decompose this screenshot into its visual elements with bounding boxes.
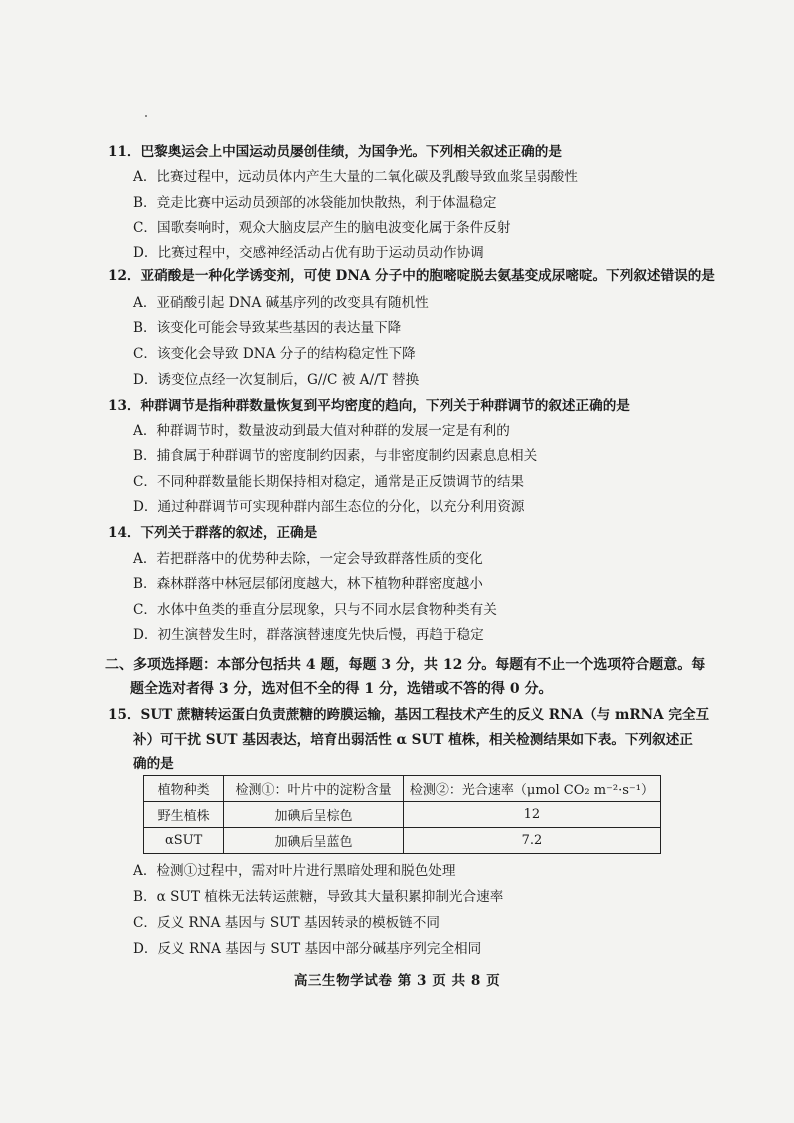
table-header-row: [144, 776, 661, 802]
table-cell: 加碘后呈棕色: [224, 802, 404, 828]
question-12-stem: 12．亚硝酸是一种化学诱变剂，可使 DNA 分子中的胞嘧啶脱去氨基变成尿嘧啶。下列叙述错误的是: [108, 268, 715, 284]
question-12-option-d: D．诱变位点经一次复制后，G//C 被 A//T 替换: [133, 372, 420, 388]
table-row: [144, 828, 661, 854]
question-13-option-d: D．通过种群调节可实现种群内部生态位的分化，以充分利用资源: [133, 499, 525, 515]
question-13-option-c: C．不同种群数量能长期保持相对稳定，通常是正反馈调节的结果: [133, 474, 525, 490]
question-13-stem: 13．种群调节是指种群数量恢复到平均密度的趋向，下列关于种群调节的叙述正确的是: [108, 398, 630, 414]
table-row: [144, 802, 661, 828]
question-13-option-a: A．种群调节时，数量波动到最大值对种群的发展一定是有利的: [133, 423, 510, 439]
page-footer: 高三生物学试卷 第 3 页 共 8 页: [293, 973, 501, 989]
question-11-option-c: C．国歌奏响时，观众大脑皮层产生的脑电波变化属于条件反射: [133, 220, 511, 236]
table-header-cell: 检测①：叶片中的淀粉含量: [224, 776, 404, 802]
question-15-option-a: A．检测①过程中，需对叶片进行黑暗处理和脱色处理: [133, 863, 456, 879]
scan-speck: [145, 115, 147, 117]
question-14-option-c: C．水体中鱼类的垂直分层现象，只与不同水层食物种类有关: [133, 602, 497, 618]
section-2-heading-line2: 题全选对者得 3 分，选对但不全的得 1 分，选错或不答的得 0 分。: [130, 681, 553, 697]
question-11-option-b: B．竞走比赛中运动员颈部的冰袋能加快散热，利于体温稳定: [133, 195, 497, 211]
table-cell: 加碘后呈蓝色: [224, 828, 404, 854]
question-14-option-a: A．若把群落中的优势种去除，一定会导致群落性质的变化: [133, 551, 483, 567]
question-12-option-c: C．该变化会导致 DNA 分子的结构稳定性下降: [133, 346, 416, 362]
question-12-option-a: A．亚硝酸引起 DNA 碱基序列的改变具有随机性: [133, 295, 429, 311]
question-11-option-d: D．比赛过程中，交感神经活动占优有助于运动员动作协调: [133, 245, 484, 261]
results-table: [143, 775, 661, 854]
question-15-stem-line1: 15．SUT 蔗糖转运蛋白负责蔗糖的跨膜运输，基因工程技术产生的反义 RNA（与 mRNA 完全互: [108, 707, 710, 723]
question-12-option-b: B．该变化可能会导致某些基因的表达量下降: [133, 320, 402, 336]
question-15-stem-line2: 补）可干扰 SUT 基因表达，培育出弱活性 α SUT 植株，相关检测结果如下表。下列叙述正: [133, 732, 693, 748]
question-15-stem-line3: 确的是: [133, 756, 174, 772]
question-15-option-c: C．反义 RNA 基因与 SUT 基因转录的模板链不同: [133, 915, 440, 931]
question-14-stem: 14．下列关于群落的叙述，正确是: [108, 525, 318, 541]
table-header-cell: 检测②：光合速率（μmol CO₂ m⁻²·s⁻¹）: [403, 776, 660, 802]
question-11-stem: 11．巴黎奥运会上中国运动员屡创佳绩，为国争光。下列相关叙述正确的是: [108, 144, 562, 160]
table-cell: αSUT: [144, 828, 224, 854]
section-2-heading-line1: 二、多项选择题：本部分包括共 4 题，每题 3 分，共 12 分。每题有不止一个选项符合题意。每: [105, 657, 706, 673]
table-cell: 7.2: [403, 828, 660, 854]
table-cell: 12: [403, 802, 660, 828]
question-15-option-d: D．反义 RNA 基因与 SUT 基因中部分碱基序列完全相同: [133, 941, 482, 957]
table-header-cell: 植物种类: [144, 776, 224, 802]
question-14-option-b: B．森林群落中林冠层郁闭度越大，林下植物种群密度越小: [133, 576, 483, 592]
question-13-option-b: B．捕食属于种群调节的密度制约因素，与非密度制约因素息息相关: [133, 448, 538, 464]
table-cell: 野生植株: [144, 802, 224, 828]
question-11-option-a: A．比赛过程中，远动员体内产生大量的二氧化碳及乳酸导致血浆呈弱酸性: [133, 169, 578, 185]
question-15-option-b: B．α SUT 植株无法转运蔗糖，导致其大量积累抑制光合速率: [133, 889, 504, 905]
question-14-option-d: D．初生演替发生时，群落演替速度先快后慢，再趋于稳定: [133, 627, 484, 643]
